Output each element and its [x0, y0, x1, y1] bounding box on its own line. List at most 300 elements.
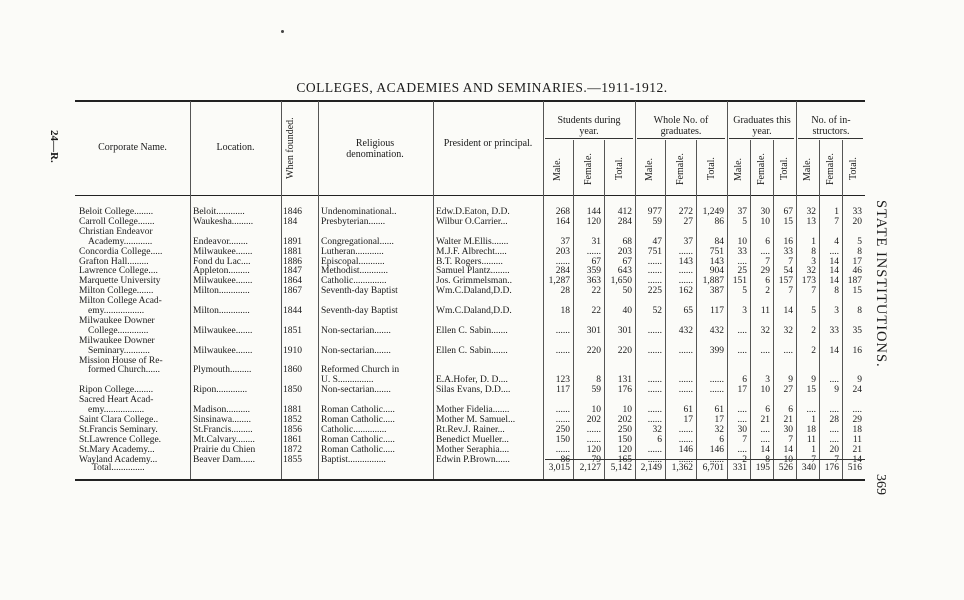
cell-i_t: 16	[852, 345, 862, 356]
cell-name: Sacred Heart Acad-	[79, 395, 154, 406]
cell-s_m: 1,287	[548, 276, 570, 287]
total-g_t: 526	[778, 463, 793, 473]
cell-name: Milton College Acad-	[79, 296, 162, 307]
cell-g_m: 5	[742, 286, 747, 297]
cell-founded: 1855	[283, 454, 302, 465]
cell-i_f: 33	[829, 325, 839, 336]
cell-president: Mother M. Samuel...	[436, 414, 516, 425]
cell-founded: 1861	[283, 434, 302, 445]
cell-s_t: 68	[622, 236, 632, 247]
cell-president: Wilbur O.Carrier...	[436, 216, 508, 227]
cell-president: Wm.C.Daland,D.D.	[436, 306, 512, 316]
cell-s_t: 120	[617, 444, 632, 455]
cell-g_t: 7	[788, 256, 793, 267]
cell-g_t: 14	[783, 444, 793, 455]
cell-i_f: ....	[829, 424, 839, 435]
cell-s_f: 220	[586, 345, 601, 356]
cell-location: Appleton.........	[193, 266, 250, 277]
cell-s_m: 123	[555, 375, 570, 386]
cell-i_f: 14	[829, 276, 839, 287]
bottom-rule	[75, 479, 865, 481]
stray-mark	[281, 30, 284, 33]
cell-w_t: 117	[710, 306, 724, 316]
cell-g_f: 14	[760, 444, 770, 455]
cell-g_t: 7	[788, 434, 793, 445]
cell-g_t: 9	[788, 375, 793, 386]
header-whole-no: Whole No. of graduates.	[653, 115, 709, 137]
cell-w_m: ......	[647, 454, 662, 465]
cell-name: Academy............	[88, 236, 153, 247]
cell-i_f: 14	[829, 256, 839, 267]
cell-w_t: 146	[709, 444, 724, 455]
cell-location: Milton.............	[193, 306, 250, 316]
cell-g_t: 32	[783, 325, 793, 336]
cell-name: Seminary...........	[88, 345, 150, 356]
cell-location: Sinsinawa........	[193, 414, 252, 425]
cell-g_m: 17	[737, 385, 747, 396]
cell-s_f: 67	[591, 256, 601, 267]
header-location: Location.	[216, 142, 255, 153]
cell-location: Waukesha.........	[193, 216, 254, 227]
cell-location: Plymouth.........	[193, 365, 252, 376]
cell-w_f: ......	[678, 434, 693, 445]
cell-w_f: ......	[678, 246, 693, 257]
header-religious: Religious denomination.	[346, 138, 404, 160]
cell-s_m: 37	[560, 236, 570, 247]
cell-i_f: ....	[829, 375, 839, 386]
cell-g_f: 11	[760, 306, 770, 316]
cell-s_m: ......	[555, 444, 570, 455]
cell-i_f: 14	[829, 345, 839, 356]
cell-i_f: 7	[834, 216, 839, 227]
cell-g_f: 30	[760, 207, 770, 217]
cell-s_m: 28	[560, 286, 570, 297]
cell-president: Samuel Plantz........	[436, 266, 510, 277]
cell-g_f: 29	[760, 266, 770, 277]
cell-i_f: ....	[829, 434, 839, 445]
cell-g_m: 37	[737, 207, 747, 217]
cell-i_f: ....	[829, 405, 839, 415]
page-number: 369	[873, 474, 888, 495]
cell-w_m: ......	[647, 325, 662, 336]
cell-s_f: 79	[591, 454, 601, 465]
cell-w_t: ......	[709, 375, 724, 386]
cell-s_f: 22	[591, 286, 601, 297]
cell-founded: 1864	[283, 276, 302, 287]
cell-denomination: Roman Catholic.....	[321, 444, 395, 455]
cell-g_m: 33	[737, 246, 747, 257]
cell-w_m: ......	[647, 276, 662, 287]
cell-w_t: 904	[709, 266, 724, 277]
cell-founded: 1847	[283, 266, 302, 277]
cell-i_m: 32	[806, 207, 816, 217]
cell-founded: 1891	[283, 236, 302, 247]
cell-g_t: 15	[783, 216, 793, 227]
cell-s_t: 220	[617, 345, 632, 356]
cell-g_t: 157	[778, 276, 793, 287]
cell-name: St.Francis Seminary.	[79, 424, 158, 435]
cell-president: E.A.Hofer, D. D....	[436, 375, 508, 386]
cell-g_f: ....	[760, 424, 770, 435]
cell-s_t: 643	[617, 266, 632, 277]
cell-w_t: 84	[714, 236, 724, 247]
cell-denomination: U. S...............	[321, 375, 374, 386]
cell-w_m: 977	[647, 207, 662, 217]
cell-s_m: 268	[555, 207, 570, 217]
cell-i_m: 9	[811, 375, 816, 386]
cell-g_m: 2	[742, 454, 747, 465]
cell-w_m: ......	[647, 414, 662, 425]
cell-s_m: ......	[555, 325, 570, 336]
cell-w_t: ......	[709, 385, 724, 396]
cell-i_f: 20	[829, 444, 839, 455]
cell-s_t: 202	[617, 414, 632, 425]
cell-location: Milwaukee.......	[193, 345, 253, 356]
column-divider	[190, 101, 191, 479]
cell-g_f: 32	[760, 325, 770, 336]
subheader-female: Female.	[824, 153, 836, 185]
right-margin-title: STATE INSTITUTIONS.	[873, 200, 889, 368]
cell-g_t: 33	[783, 246, 793, 257]
cell-g_f: 21	[760, 414, 770, 425]
cell-i_m: 1	[811, 414, 816, 425]
cell-founded: 1850	[283, 385, 302, 396]
cell-w_m: 32	[652, 424, 662, 435]
cell-i_m: 1	[811, 236, 816, 247]
cell-denomination: Undenominational..	[321, 207, 397, 217]
cell-president: M.J.F. Albrecht.....	[436, 246, 507, 257]
total-w_f: 1,362	[671, 463, 693, 473]
cell-w_m: 47	[652, 236, 662, 247]
cell-w_m: ......	[647, 405, 662, 415]
column-divider	[433, 101, 434, 479]
cell-denomination: Lutheran............	[321, 246, 384, 257]
cell-founded: 1846	[283, 207, 302, 217]
column-divider	[318, 101, 319, 479]
cell-w_t: 32	[714, 424, 724, 435]
left-margin-mark: 24—R.	[48, 130, 60, 163]
cell-i_t: 5	[857, 236, 862, 247]
cell-s_t: 284	[617, 216, 632, 227]
cell-i_f: 4	[834, 236, 839, 247]
cell-s_m: 164	[555, 216, 570, 227]
cell-location: Ripon.............	[193, 385, 248, 396]
total-s_m: 3,015	[548, 463, 570, 473]
cell-location: Milton.............	[193, 286, 250, 297]
cell-i_m: 7	[811, 286, 816, 297]
column-divider	[281, 101, 282, 479]
total-g_m: 331	[732, 463, 747, 473]
cell-founded: 1881	[283, 246, 302, 257]
cell-president: Mother Seraphia....	[436, 444, 510, 455]
cell-s_f: 301	[586, 325, 601, 336]
cell-g_t: 54	[783, 266, 793, 277]
cell-w_f: ......	[678, 454, 693, 465]
cell-location: St.Francis.........	[193, 424, 253, 435]
cell-s_f: 120	[586, 444, 601, 455]
cell-president: Ellen C. Sabin.......	[436, 345, 508, 356]
cell-i_t: 8	[857, 246, 862, 257]
cell-w_m: ......	[647, 345, 662, 356]
cell-s_m: 18	[560, 306, 570, 316]
cell-location: Madison..........	[193, 405, 250, 415]
cell-s_t: 1,650	[610, 276, 632, 287]
cell-g_m: ....	[737, 345, 747, 356]
cell-s_t: 412	[617, 207, 632, 217]
cell-w_t: 17	[714, 414, 724, 425]
cell-denomination: Seventh-day Baptist	[321, 306, 398, 316]
total-s_f: 2,127	[579, 463, 601, 473]
cell-i_t: 29	[852, 414, 862, 425]
cell-s_m: 117	[556, 385, 570, 396]
cell-w_f: 65	[683, 306, 693, 316]
cell-president: Edw.D.Eaton, D.D.	[436, 207, 510, 217]
cell-w_f: 432	[678, 325, 693, 336]
cell-w_f: 61	[683, 405, 693, 415]
page-title: COLLEGES, ACADEMIES AND SEMINARIES.—1911-1912.	[296, 80, 668, 95]
cell-name: Christian Endeavor	[79, 226, 153, 237]
cell-g_t: 21	[783, 414, 793, 425]
cell-s_t: 176	[617, 385, 632, 396]
cell-location: Prairie du Chien	[193, 444, 256, 455]
header-graduates: Graduates this year.	[733, 115, 791, 137]
subheader-female: Female.	[755, 153, 767, 185]
cell-denomination: Presbyterian.......	[321, 216, 386, 227]
subheader-female: Female.	[582, 153, 594, 185]
cell-w_t: ......	[709, 454, 724, 465]
cell-g_m: 7	[742, 434, 747, 445]
group-rule	[729, 138, 794, 139]
cell-denomination: Non-sectarian.......	[321, 325, 391, 336]
cell-i_m: 3	[811, 256, 816, 267]
cell-g_f: 7	[765, 256, 770, 267]
cell-denomination: Methodist............	[321, 266, 389, 277]
cell-president: Mother Fidelia.......	[436, 405, 510, 415]
cell-founded: 1860	[283, 365, 302, 376]
cell-i_t: 46	[852, 266, 862, 277]
cell-name: Wayland Academy...	[79, 454, 158, 465]
cell-name: emy.................	[88, 306, 145, 316]
cell-w_t: 143	[709, 256, 724, 267]
cell-w_t: 86	[714, 216, 724, 227]
header-students: Students during year.	[557, 115, 621, 137]
cell-g_m: ....	[737, 405, 747, 415]
cell-name: Grafton Hall.........	[79, 256, 149, 267]
cell-denomination: Catholic..............	[321, 424, 387, 435]
cell-w_m: ......	[647, 375, 662, 386]
cell-w_t: 751	[709, 246, 724, 257]
cell-president: B.T. Rogers.........	[436, 256, 503, 267]
cell-s_t: 10	[622, 405, 632, 415]
cell-w_m: 52	[652, 306, 662, 316]
cell-g_t: 7	[788, 286, 793, 297]
cell-w_f: ......	[678, 375, 693, 386]
cell-g_t: 67	[783, 207, 793, 217]
cell-founded: 1886	[283, 256, 302, 267]
header-instructors: No. of in- structors.	[811, 115, 851, 137]
cell-i_m: 8	[811, 246, 816, 257]
cell-s_f: 202	[586, 414, 601, 425]
cell-s_f: 59	[591, 385, 601, 396]
cell-i_t: 24	[852, 385, 862, 396]
cell-president: Ellen C. Sabin.......	[436, 325, 508, 336]
cell-location: Milwaukee.......	[193, 325, 253, 336]
cell-g_m: 10	[737, 236, 747, 247]
cell-i_m: 173	[801, 276, 816, 287]
subheader-total: Total.	[613, 157, 625, 181]
cell-g_m: 25	[737, 266, 747, 277]
cell-founded: 1910	[283, 345, 302, 356]
group-rule	[798, 138, 863, 139]
cell-location: Mt.Calvary........	[193, 434, 255, 445]
cell-founded: 1851	[283, 325, 302, 336]
cell-i_m: ....	[806, 405, 816, 415]
total-i_f: 176	[824, 463, 839, 473]
cell-s_f: 31	[591, 236, 601, 247]
cell-president: Edwin P.Brown......	[436, 454, 510, 465]
cell-s_t: 203	[617, 246, 632, 257]
cell-name: St.Lawrence College.	[79, 434, 162, 445]
total-w_m: 2,149	[640, 463, 662, 473]
cell-w_t: 6	[719, 434, 724, 445]
cell-i_f: 14	[829, 266, 839, 277]
cell-g_m: ....	[737, 444, 747, 455]
cell-name: Carroll College.......	[79, 216, 155, 227]
cell-i_t: 15	[852, 286, 862, 297]
cell-founded: 1872	[283, 444, 302, 455]
header-rule	[75, 195, 865, 196]
cell-g_f: ....	[760, 246, 770, 257]
total-s_t: 5,142	[610, 463, 632, 473]
cell-president: Wm.C.Daland,D.D.	[436, 286, 512, 297]
cell-s_f: 22	[591, 306, 601, 316]
cell-g_f: 3	[765, 375, 770, 386]
cell-s_m: 86	[560, 454, 570, 465]
cell-w_f: 143	[678, 256, 693, 267]
cell-i_m: 15	[806, 385, 816, 396]
cell-denomination: Baptist................	[321, 454, 386, 465]
subheader-total: Total.	[778, 157, 790, 181]
cell-i_t: 14	[852, 454, 862, 465]
cell-president: Rt.Rev.J. Rainer...	[436, 424, 505, 435]
cell-i_f: 9	[834, 385, 839, 396]
cell-s_f: ......	[586, 246, 601, 257]
cell-g_f: 6	[765, 236, 770, 247]
subheader-male: Male.	[552, 157, 563, 181]
cell-s_m: 150	[555, 434, 570, 445]
subheader-male: Male.	[644, 157, 655, 181]
cell-s_t: 165	[617, 454, 632, 465]
cell-name: Ripon College........	[79, 385, 154, 396]
cell-w_t: 61	[714, 405, 724, 415]
top-rule	[75, 100, 865, 102]
total-i_m: 340	[801, 463, 816, 473]
cell-i_t: 33	[852, 207, 862, 217]
cell-location: Endeavor........	[193, 236, 248, 247]
cell-founded: 184	[283, 216, 298, 227]
cell-name: Concordia College.....	[79, 246, 163, 257]
cell-s_f: 120	[586, 216, 601, 227]
cell-location: Milwaukee.......	[193, 246, 253, 257]
cell-s_t: 150	[617, 434, 632, 445]
cell-denomination: Roman Catholic.....	[321, 414, 395, 425]
cell-s_m: ......	[555, 414, 570, 425]
cell-w_f: 37	[683, 236, 693, 247]
cell-w_m: 751	[647, 246, 662, 257]
cell-i_f: 1	[834, 207, 839, 217]
cell-name: formed Church......	[88, 365, 161, 376]
cell-w_t: 399	[709, 345, 724, 356]
cell-i_t: 9	[857, 375, 862, 386]
cell-name: Milton College.......	[79, 286, 154, 297]
cell-s_f: 363	[586, 276, 601, 287]
cell-founded: 1844	[283, 306, 302, 316]
cell-g_t: 10	[783, 454, 793, 465]
cell-s_m: 203	[555, 246, 570, 257]
cell-g_f: ....	[760, 345, 770, 356]
cell-s_f: 8	[596, 375, 601, 386]
cell-i_t: 8	[857, 306, 862, 316]
cell-s_m: ......	[555, 405, 570, 415]
cell-name: Beloit College........	[79, 207, 154, 217]
cell-i_t: ....	[852, 405, 862, 415]
group-rule	[637, 138, 725, 139]
cell-i_m: 32	[806, 266, 816, 277]
cell-founded: 1856	[283, 424, 302, 435]
cell-name: Milwaukee Downer	[79, 335, 155, 346]
cell-w_f: 162	[678, 286, 693, 297]
cell-w_f: ......	[678, 276, 693, 287]
cell-denomination: Congregational......	[321, 236, 394, 247]
cell-i_f: ....	[829, 246, 839, 257]
cell-president: Benedict Mueller...	[436, 434, 509, 445]
cell-s_f: ......	[586, 424, 601, 435]
cell-g_m: ....	[737, 325, 747, 336]
cell-location: Milwaukee.......	[193, 276, 253, 287]
cell-i_m: 5	[811, 306, 816, 316]
cell-denomination: Non-sectarian.......	[321, 385, 391, 396]
cell-name: emy.................	[88, 405, 145, 415]
cell-g_f: 6	[765, 276, 770, 287]
cell-location: Beloit............	[193, 207, 245, 217]
cell-w_m: ......	[647, 266, 662, 277]
header-corporate-name: Corporate Name.	[98, 142, 167, 153]
cell-i_f: 28	[829, 414, 839, 425]
cell-founded: 1881	[283, 405, 302, 415]
cell-g_f: 10	[760, 216, 770, 227]
cell-i_m: 18	[806, 424, 816, 435]
cell-g_m: ....	[737, 256, 747, 267]
cell-s_t: 50	[622, 286, 632, 297]
cell-i_t: 18	[852, 424, 862, 435]
cell-i_m: 2	[811, 325, 816, 336]
cell-i_t: 35	[852, 325, 862, 336]
cell-g_f: ....	[760, 434, 770, 445]
cell-w_m: ......	[647, 444, 662, 455]
cell-s_t: 40	[622, 306, 632, 316]
cell-president: Walter M.Ellis.......	[436, 236, 509, 247]
cell-founded: 1867	[283, 286, 302, 297]
cell-i_m: 13	[806, 216, 816, 227]
cell-g_m: 6	[742, 375, 747, 386]
subheader-total: Total.	[705, 157, 717, 181]
cell-w_m: ......	[647, 385, 662, 396]
cell-location: Beaver Dam......	[193, 454, 255, 465]
cell-g_f: 6	[765, 405, 770, 415]
cell-name: Saint Clara College..	[79, 414, 159, 425]
cell-g_m: 30	[737, 424, 747, 435]
cell-g_t: 27	[783, 385, 793, 396]
